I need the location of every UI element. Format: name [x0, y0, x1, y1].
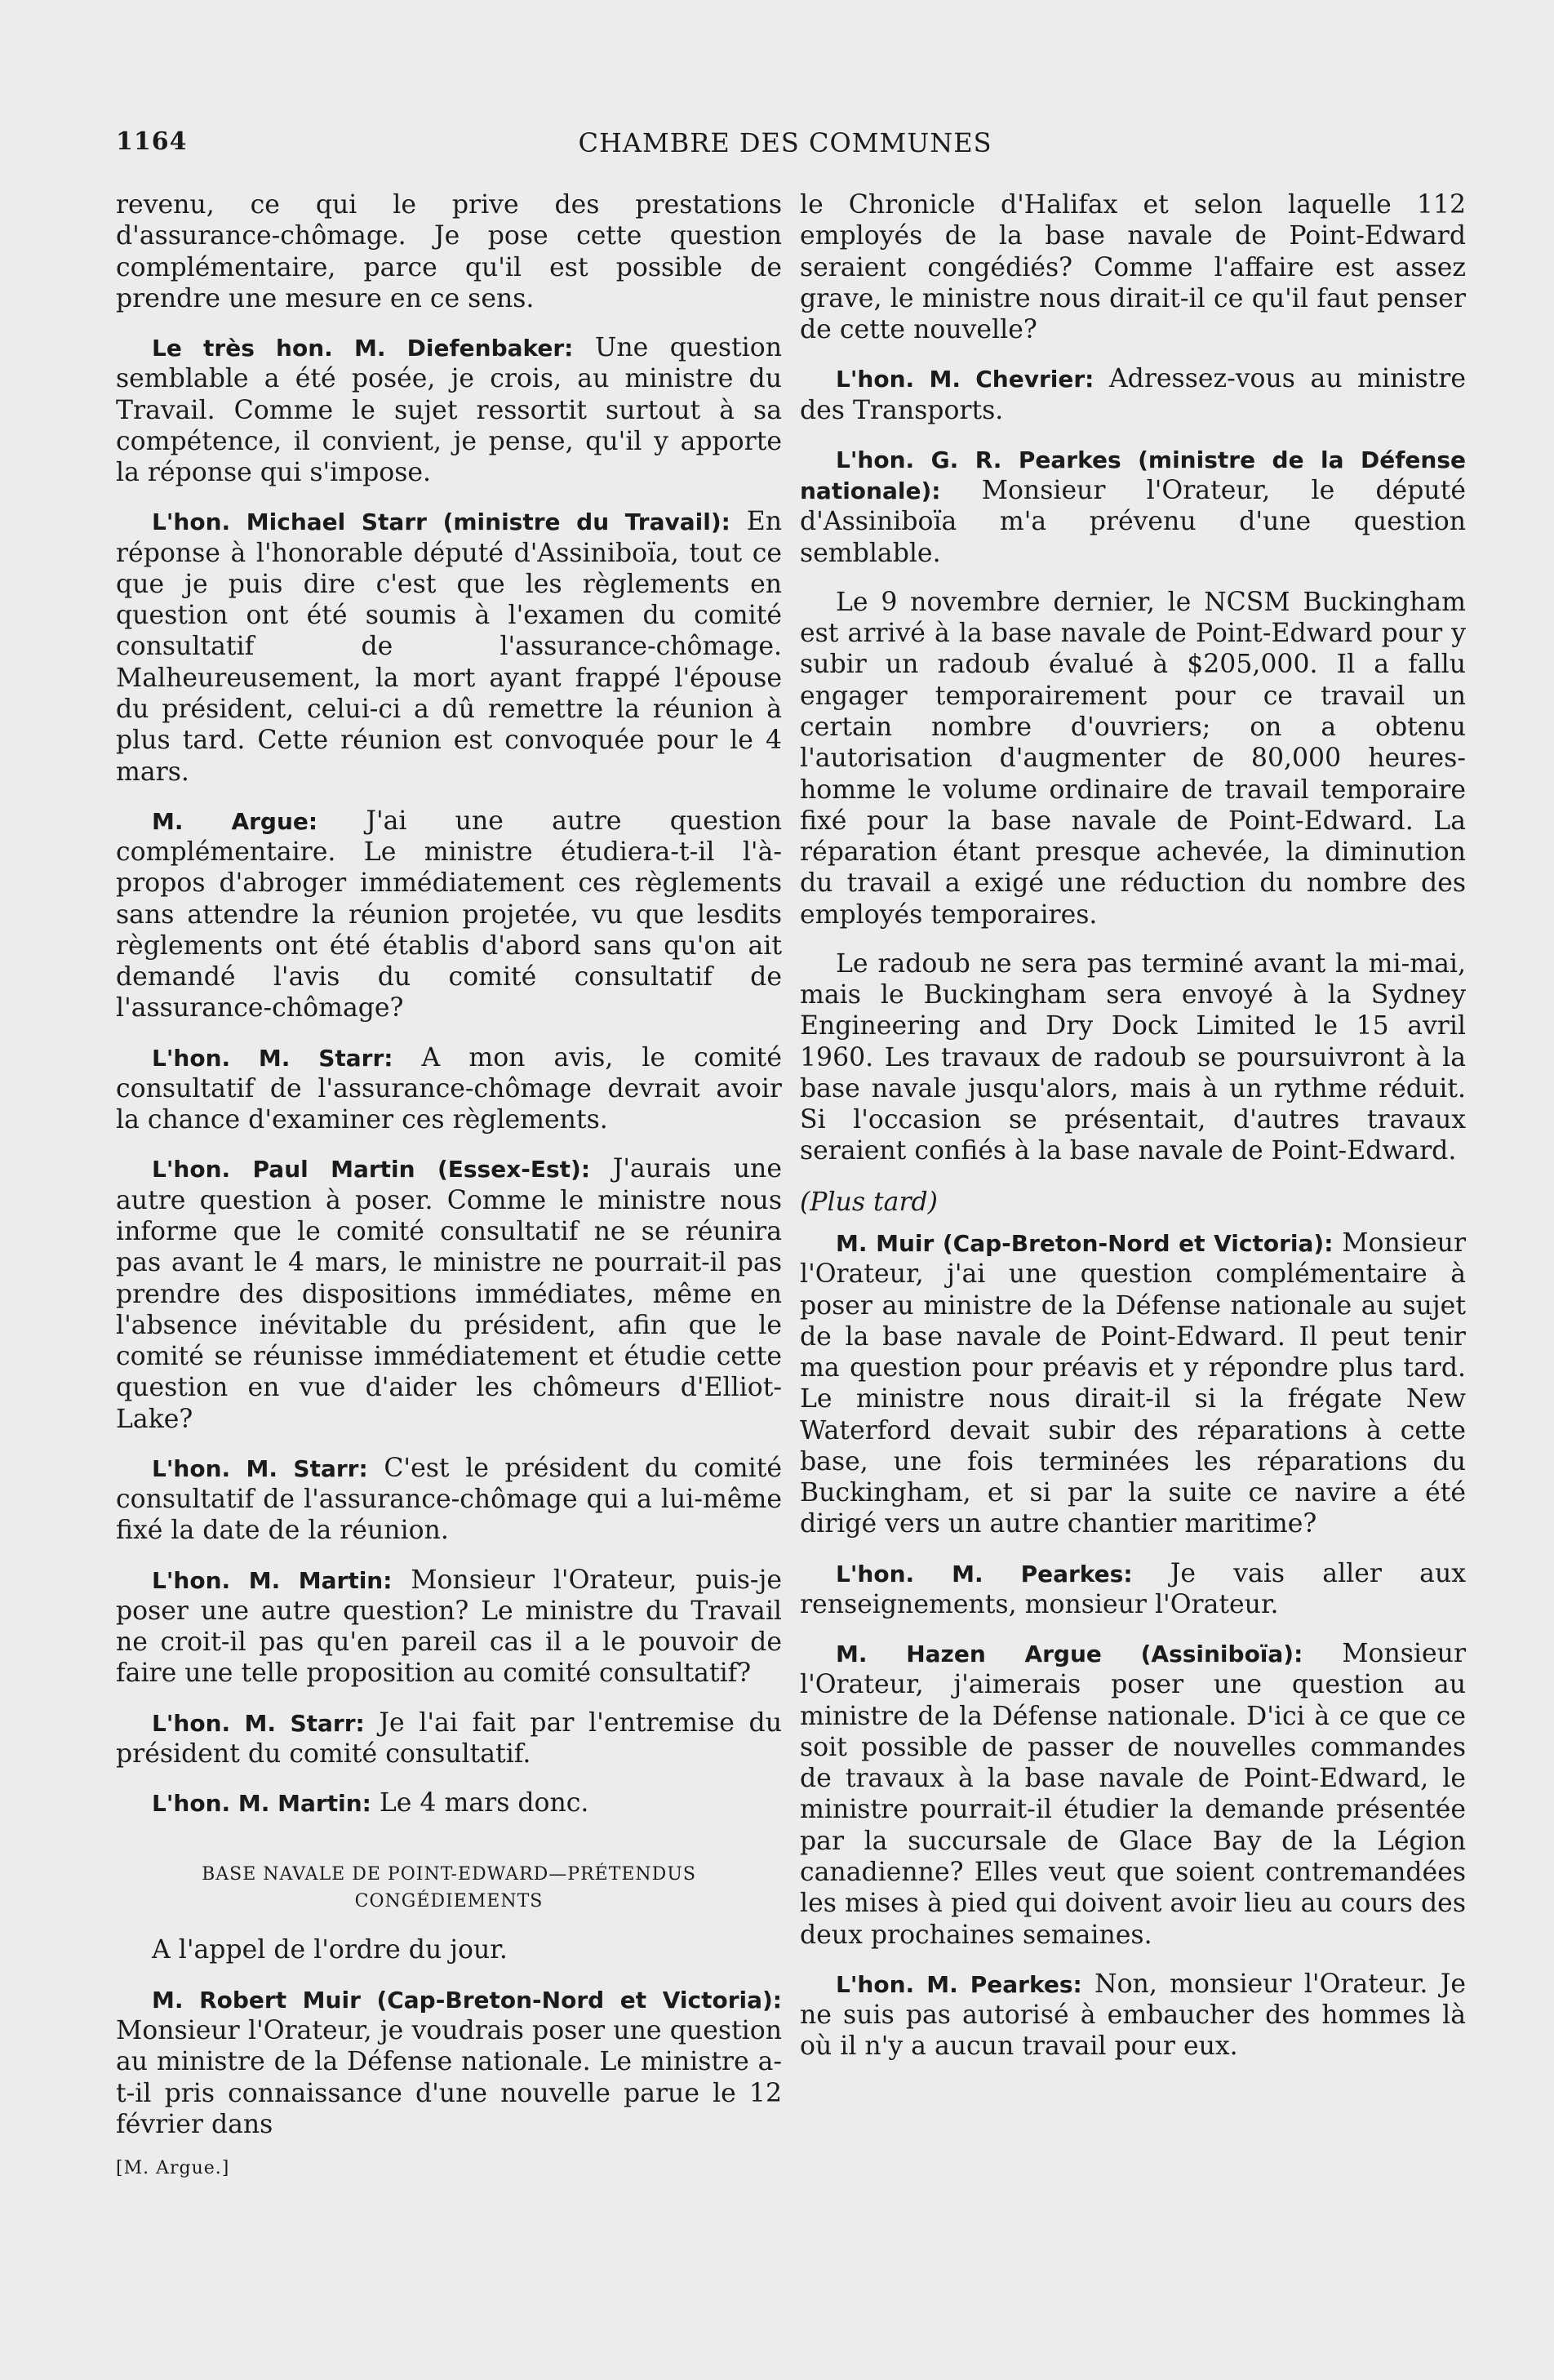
- speech-paragraph: [116, 1042, 782, 1136]
- later-marker: (Plus tard): [800, 1187, 938, 1217]
- speaker-name: L'hon. M. Chevrier:: [836, 366, 1094, 393]
- speaker-name: M. Robert Muir (Cap-Breton-Nord et Victoria):: [152, 1986, 782, 2014]
- speaker-name: M. Muir (Cap-Breton-Nord et Victoria):: [836, 1229, 1334, 1257]
- speech-text: Monsieur l'Orateur, puis-je poser une autre question? Le ministre du Travail ne croit-il pas qu'en pareil cas il a le pouvoir de faire une telle proposition au comité consultatif?: [116, 1565, 782, 1689]
- speaker-name: M. Argue:: [152, 807, 318, 835]
- speech-text: Une question semblable a été posée, je crois, au ministre du Travail. Comme le sujet ressortit surtout à sa compétence, il convient, je pense, qu'il y apporte la réponse qui s'impose.: [116, 333, 783, 488]
- speaker-name: L'hon. M. Pearkes:: [836, 1560, 1133, 1587]
- page-header: [116, 122, 1454, 163]
- speaker-name: L'hon. G. R. Pearkes (ministre de la Défense nationale):: [800, 446, 1466, 505]
- speaker-name: L'hon. M. Starr:: [152, 1044, 393, 1072]
- speech-paragraph: [116, 1153, 782, 1434]
- paragraph: Le 9 novembre dernier, le NCSM Buckingham est arrivé à la base navale de Point-Edward pour y subir un radoub évalué à $205,000. Il a fallu engager temporairement pour ce travail un certain nombre d'ouvriers; on a obtenu l'autorisation d'augmenter de 80,000 heures-homme le volume ordinaire de travail temporaire fixé pour la base navale de Point-Edward. La réparation étant presque achevée, la diminution du travail a exigé une réduction du nombre des employés temporaires.: [800, 587, 1466, 930]
- speech-text: En réponse à l'honorable député d'Assiniboïa, tout ce que je puis dire c'est que les règlements en question ont été soumis à l'examen du comité consultatif de l'assurance-chômage. Malheureusement, la mort ayant frappé l'épouse du président, celui-ci a dû remettre la réunion à plus tard. Cette réunion est convoquée pour le 4 mars.: [116, 507, 782, 787]
- speaker-name: L'hon. M. Martin:: [152, 1566, 393, 1594]
- speech-text: Monsieur l'Orateur, j'ai une question complémentaire à poser au ministre de la Défense nationale au sujet de la base navale de Point-Edward. Il peut tenir ma question pour préavis et y répondre plus tard. Le ministre nous dirait-il si la frégate New Waterford devait subir des réparations à cette base, une fois terminées les réparations du Buckingham, et si par la suite ce navire a été dirigé vers un autre chantier maritime?: [800, 1228, 1466, 1539]
- speaker-name: L'hon. M. Pearkes:: [836, 1970, 1082, 1998]
- speech-text: J'ai une autre question complémentaire. Le ministre étudiera-t-il l'à-propos d'abroger immédiatement ces règlements sans attendre la réunion projetée, vu que lesdits règlements ont été établis d'abord sans qu'on ait demandé l'avis du comité consultatif de l'assurance-chômage?: [116, 806, 782, 1023]
- continued-paragraph: le Chronicle d'Halifax et selon laquelle 112 employés de la base navale de Point-Edward seraient congédiés? Comme l'affaire est assez grave, le ministre nous dirait-il ce qu'il faut penser de cette nouvelle?: [800, 190, 1466, 345]
- speech-paragraph: [116, 1787, 782, 1818]
- section-heading: BASE NAVALE DE POINT-EDWARD—PRÉTENDUS CONGÉDIEMENTS: [202, 1864, 696, 1912]
- speech-text: J'aurais une autre question à poser. Comme le ministre nous informe que le comité consultatif ne se réunira pas avant le 4 mars, le ministre ne pourrait-il pas prendre des dispositions immédiates, même en l'absence inévitable du président, afin que le comité se réunisse immédiatement et étudie cette question en vue d'aider les chômeurs d'Elliot-Lake?: [116, 1154, 782, 1434]
- speech-paragraph: [800, 444, 1466, 569]
- speech-text: A mon avis, le comité consultatif de l'assurance-chômage devrait avoir la chance d'examiner ces règlements.: [116, 1042, 782, 1135]
- right-column: [800, 189, 1466, 2080]
- speech-paragraph: [116, 332, 782, 488]
- speech-paragraph: [800, 1638, 1466, 1951]
- page-number: 1164: [116, 127, 188, 156]
- speaker-name: L'hon. M. Starr:: [152, 1709, 365, 1737]
- speech-paragraph: [116, 806, 782, 1024]
- speech-text: Je l'ai fait par l'entremise du président du comité consultatif.: [116, 1707, 782, 1769]
- speech-paragraph: [116, 1565, 782, 1690]
- left-column: [116, 189, 782, 2180]
- speech-text: C'est le président du comité consultatif de l'assurance-chômage qui a lui-même fixé la date de la réunion.: [116, 1453, 782, 1546]
- speech-paragraph: [116, 1984, 782, 2140]
- speaker-name: M. Hazen Argue (Assiniboïa):: [836, 1641, 1303, 1668]
- speech-paragraph: [116, 1453, 782, 1547]
- speaker-name: L'hon. Paul Martin (Essex-Est):: [152, 1156, 591, 1183]
- paragraph: Le radoub ne sera pas terminé avant la mi-mai, mais le Buckingham sera envoyé à la Sydney Engineering and Dry Dock Limited le 15 avril 1960. Les travaux de radoub se poursuivront à la base navale jusqu'alors, mais à un rythme réduit. Si l'occasion se présentait, d'autres travaux seraient confiés à la base navale de Point-Edward.: [800, 948, 1466, 1166]
- speech-paragraph: [116, 506, 782, 787]
- speech-paragraph: [116, 1707, 782, 1770]
- speaker-name: L'hon. M. Martin:: [152, 1790, 371, 1818]
- speech-paragraph: [800, 363, 1466, 426]
- speech-text: Je vais aller aux renseignements, monsieur l'Orateur.: [800, 1558, 1466, 1619]
- speech-text: Monsieur l'Orateur, je voudrais poser une question au ministre de la Défense nationale. Le ministre a-t-il pris connaissance d'une nouvelle parue le 12 février dans: [116, 2016, 782, 2139]
- speech-text: Le 4 mars donc.: [379, 1788, 589, 1818]
- speech-paragraph: [800, 1228, 1466, 1540]
- speech-text: Non, monsieur l'Orateur. Je ne suis pas autorisé à embaucher des hommes là où il n'y a aucun travail pour eux.: [800, 1969, 1467, 2062]
- speech-text: Adressez-vous au ministre des Transports.: [800, 364, 1466, 425]
- continued-paragraph: revenu, ce qui le prive des prestations d'assurance-chômage. Je pose cette question complémentaire, parce qu'il est possible de prendre une mesure en ce sens.: [116, 190, 782, 313]
- speech-paragraph: [800, 1969, 1466, 2063]
- page-footer: [M. Argue.]: [116, 2158, 230, 2179]
- speaker-name: Le très hon. M. Diefenbaker:: [152, 335, 574, 362]
- speaker-name: L'hon. M. Starr:: [152, 1454, 368, 1482]
- paragraph: A l'appel de l'ordre du jour.: [152, 1935, 508, 1965]
- speech-paragraph: [800, 1558, 1466, 1621]
- speech-text: Monsieur l'Orateur, j'aimerais poser une question au ministre de la Défense nationale. D'ici à ce que ce soit possible de passer de nouvelles commandes de travaux à la base navale de Point-Edward, le ministre pourrait-il étudier la demande présentée par la succursale de Glace Bay de la Légion canadienne? Elles veut que soient contremandées les mises à pied qui doivent avoir lieu au cours des deux prochaines semaines.: [800, 1639, 1466, 1950]
- running-title: CHAMBRE DES COMMUNES: [578, 127, 992, 158]
- speech-text: Monsieur l'Orateur, le député d'Assiniboïa m'a prévenu d'une question semblable.: [800, 476, 1466, 568]
- speaker-name: L'hon. Michael Starr (ministre du Travail):: [152, 508, 730, 536]
